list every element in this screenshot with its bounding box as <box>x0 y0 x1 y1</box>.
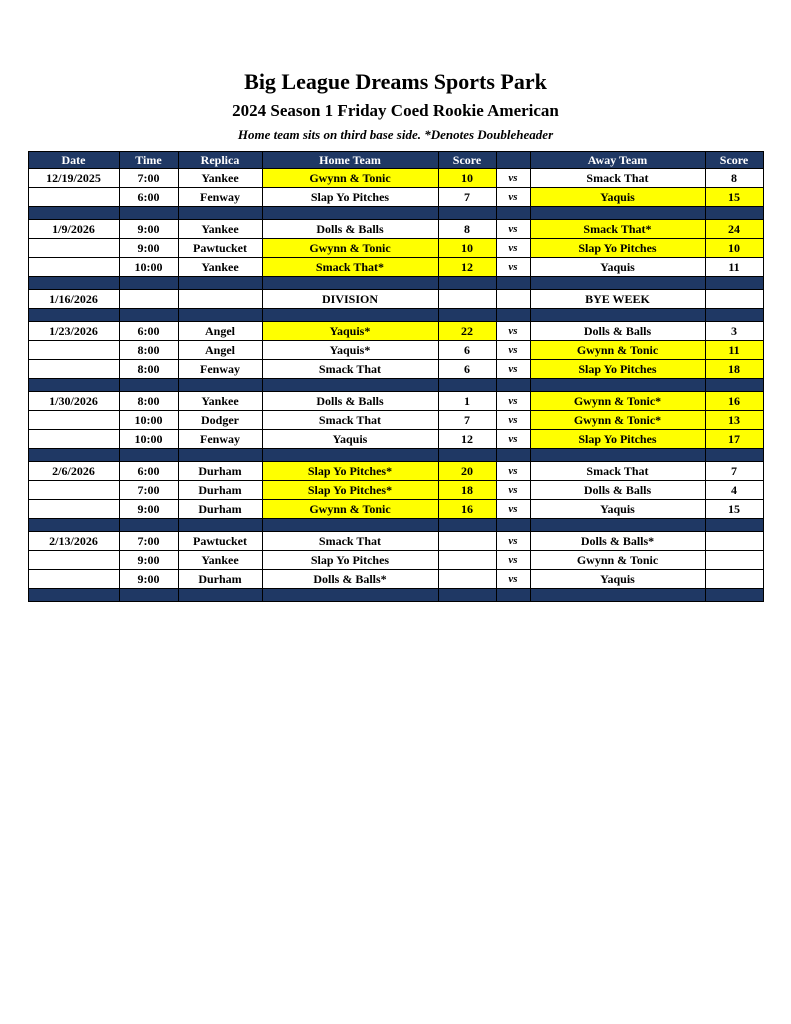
away-team-cell: Dolls & Balls <box>530 322 705 341</box>
home-team-cell: Yaquis* <box>262 341 438 360</box>
separator-cell <box>119 277 178 290</box>
separator-cell <box>119 207 178 220</box>
vs-cell: vs <box>496 188 530 207</box>
game-row <box>28 551 763 570</box>
separator-cell <box>438 207 496 220</box>
separator-cell <box>530 449 705 462</box>
separator-cell <box>178 519 262 532</box>
date-cell <box>28 551 119 570</box>
date-cell <box>28 239 119 258</box>
away-team-cell: Slap Yo Pitches <box>530 430 705 449</box>
separator-row <box>28 449 763 462</box>
home-team-cell: Dolls & Balls* <box>262 570 438 589</box>
game-row <box>28 430 763 449</box>
separator-cell <box>28 379 119 392</box>
replica-cell: Durham <box>178 462 262 481</box>
home-score-cell: 6 <box>438 341 496 360</box>
separator-cell <box>530 207 705 220</box>
vs-cell: vs <box>496 430 530 449</box>
separator-cell <box>705 589 763 602</box>
separator-row <box>28 589 763 602</box>
page-title: Big League Dreams Sports Park <box>244 69 547 94</box>
game-row <box>28 481 763 500</box>
home-team-cell: Smack That <box>262 360 438 379</box>
date-cell <box>28 360 119 379</box>
replica-cell: Fenway <box>178 188 262 207</box>
vs-cell: vs <box>496 500 530 519</box>
date-cell <box>28 570 119 589</box>
home-score-cell: 10 <box>438 239 496 258</box>
separator-cell <box>705 207 763 220</box>
separator-cell <box>438 589 496 602</box>
time-cell: 8:00 <box>119 341 178 360</box>
game-row <box>28 392 763 411</box>
separator-cell <box>178 207 262 220</box>
vs-cell: vs <box>496 392 530 411</box>
separator-cell <box>262 277 438 290</box>
separator-cell <box>178 379 262 392</box>
time-cell: 8:00 <box>119 360 178 379</box>
replica-cell: Fenway <box>178 360 262 379</box>
date-cell <box>28 341 119 360</box>
home-team-cell: Gwynn & Tonic <box>262 239 438 258</box>
home-score-cell: 12 <box>438 258 496 277</box>
separator-cell <box>705 449 763 462</box>
time-cell: 6:00 <box>119 462 178 481</box>
separator-cell <box>705 519 763 532</box>
separator-cell <box>438 277 496 290</box>
away-score-cell: 16 <box>705 392 763 411</box>
time-cell: 9:00 <box>119 220 178 239</box>
replica-cell: Angel <box>178 322 262 341</box>
col-header-vs <box>496 152 530 169</box>
home-score-cell: 20 <box>438 462 496 481</box>
col-header-time: Time <box>119 152 178 169</box>
away-score-cell <box>705 551 763 570</box>
time-cell: 10:00 <box>119 411 178 430</box>
home-score-cell: 7 <box>438 411 496 430</box>
col-header-score: Score <box>705 152 763 169</box>
vs-cell: vs <box>496 220 530 239</box>
date-cell <box>28 258 119 277</box>
away-team-cell: BYE WEEK <box>530 290 705 309</box>
vs-cell: vs <box>496 570 530 589</box>
vs-cell: vs <box>496 341 530 360</box>
time-cell: 9:00 <box>119 551 178 570</box>
vs-cell: vs <box>496 322 530 341</box>
vs-cell <box>496 290 530 309</box>
away-score-cell <box>705 290 763 309</box>
page-subtitle: 2024 Season 1 Friday Coed Rookie American <box>232 101 559 121</box>
date-cell <box>28 500 119 519</box>
col-header-score: Score <box>438 152 496 169</box>
vs-cell: vs <box>496 481 530 500</box>
replica-cell: Durham <box>178 481 262 500</box>
away-score-cell: 11 <box>705 258 763 277</box>
vs-cell: vs <box>496 169 530 188</box>
separator-cell <box>119 379 178 392</box>
replica-cell: Yankee <box>178 392 262 411</box>
col-header-date: Date <box>28 152 119 169</box>
away-score-cell: 11 <box>705 341 763 360</box>
separator-cell <box>119 519 178 532</box>
away-score-cell <box>705 532 763 551</box>
home-team-cell: Smack That* <box>262 258 438 277</box>
date-cell <box>28 481 119 500</box>
away-team-cell: Yaquis <box>530 258 705 277</box>
away-score-cell: 15 <box>705 500 763 519</box>
separator-cell <box>262 519 438 532</box>
date-cell: 1/16/2026 <box>28 290 119 309</box>
away-team-cell: Gwynn & Tonic <box>530 551 705 570</box>
separator-cell <box>496 309 530 322</box>
time-cell: 7:00 <box>119 169 178 188</box>
separator-cell <box>705 277 763 290</box>
separator-cell <box>705 379 763 392</box>
separator-cell <box>262 589 438 602</box>
home-team-cell: Slap Yo Pitches* <box>262 462 438 481</box>
vs-cell: vs <box>496 411 530 430</box>
separator-row <box>28 207 763 220</box>
game-row <box>28 239 763 258</box>
away-team-cell: Yaquis <box>530 188 705 207</box>
time-cell: 8:00 <box>119 392 178 411</box>
home-team-cell: Gwynn & Tonic <box>262 169 438 188</box>
away-team-cell: Smack That <box>530 169 705 188</box>
game-row <box>28 290 763 309</box>
away-score-cell: 18 <box>705 360 763 379</box>
separator-cell <box>119 309 178 322</box>
separator-row <box>28 309 763 322</box>
separator-cell <box>438 519 496 532</box>
time-cell: 6:00 <box>119 188 178 207</box>
home-score-cell: 18 <box>438 481 496 500</box>
separator-cell <box>530 589 705 602</box>
separator-cell <box>438 309 496 322</box>
home-team-cell: Slap Yo Pitches* <box>262 481 438 500</box>
separator-cell <box>28 277 119 290</box>
home-score-cell: 8 <box>438 220 496 239</box>
date-cell: 12/19/2025 <box>28 169 119 188</box>
game-row <box>28 188 763 207</box>
table-header-row <box>28 152 763 169</box>
separator-cell <box>262 309 438 322</box>
vs-cell: vs <box>496 258 530 277</box>
time-cell: 9:00 <box>119 570 178 589</box>
vs-cell: vs <box>496 360 530 379</box>
date-cell: 2/6/2026 <box>28 462 119 481</box>
home-team-cell: Yaquis <box>262 430 438 449</box>
separator-cell <box>496 207 530 220</box>
col-header-away-team: Away Team <box>530 152 705 169</box>
away-team-cell: Smack That <box>530 462 705 481</box>
away-team-cell: Dolls & Balls <box>530 481 705 500</box>
home-team-cell: Dolls & Balls <box>262 392 438 411</box>
separator-cell <box>496 589 530 602</box>
separator-cell <box>178 589 262 602</box>
home-team-cell: Smack That <box>262 411 438 430</box>
separator-cell <box>28 589 119 602</box>
game-row <box>28 570 763 589</box>
separator-cell <box>28 449 119 462</box>
date-cell <box>28 430 119 449</box>
home-team-cell: Slap Yo Pitches <box>262 551 438 570</box>
time-cell: 10:00 <box>119 430 178 449</box>
replica-cell: Dodger <box>178 411 262 430</box>
replica-cell: Pawtucket <box>178 239 262 258</box>
separator-cell <box>119 449 178 462</box>
away-score-cell: 10 <box>705 239 763 258</box>
time-cell: 10:00 <box>119 258 178 277</box>
date-cell <box>28 188 119 207</box>
col-header-replica: Replica <box>178 152 262 169</box>
home-team-cell: DIVISION <box>262 290 438 309</box>
home-score-cell: 1 <box>438 392 496 411</box>
replica-cell: Yankee <box>178 169 262 188</box>
game-row <box>28 258 763 277</box>
game-row <box>28 360 763 379</box>
date-cell: 1/9/2026 <box>28 220 119 239</box>
separator-cell <box>705 309 763 322</box>
separator-row <box>28 519 763 532</box>
schedule-table <box>28 151 764 602</box>
time-cell: 6:00 <box>119 322 178 341</box>
away-team-cell: Yaquis <box>530 500 705 519</box>
separator-cell <box>496 277 530 290</box>
home-score-cell: 12 <box>438 430 496 449</box>
separator-cell <box>530 519 705 532</box>
separator-cell <box>178 449 262 462</box>
home-score-cell: 22 <box>438 322 496 341</box>
separator-cell <box>496 519 530 532</box>
time-cell: 7:00 <box>119 532 178 551</box>
separator-cell <box>178 277 262 290</box>
replica-cell: Durham <box>178 500 262 519</box>
away-team-cell: Gwynn & Tonic* <box>530 392 705 411</box>
home-team-cell: Smack That <box>262 532 438 551</box>
time-cell: 7:00 <box>119 481 178 500</box>
separator-cell <box>262 207 438 220</box>
replica-cell: Fenway <box>178 430 262 449</box>
separator-cell <box>438 379 496 392</box>
away-team-cell: Gwynn & Tonic* <box>530 411 705 430</box>
separator-cell <box>496 379 530 392</box>
away-team-cell: Gwynn & Tonic <box>530 341 705 360</box>
separator-cell <box>530 379 705 392</box>
home-score-cell <box>438 551 496 570</box>
time-cell <box>119 290 178 309</box>
home-score-cell: 6 <box>438 360 496 379</box>
away-score-cell: 24 <box>705 220 763 239</box>
replica-cell: Yankee <box>178 551 262 570</box>
away-score-cell: 13 <box>705 411 763 430</box>
home-score-cell: 10 <box>438 169 496 188</box>
home-score-cell <box>438 532 496 551</box>
away-team-cell: Dolls & Balls* <box>530 532 705 551</box>
home-score-cell: 7 <box>438 188 496 207</box>
separator-cell <box>28 309 119 322</box>
home-score-cell <box>438 570 496 589</box>
away-score-cell <box>705 570 763 589</box>
separator-cell <box>262 379 438 392</box>
vs-cell: vs <box>496 532 530 551</box>
game-row <box>28 532 763 551</box>
game-row <box>28 169 763 188</box>
replica-cell: Durham <box>178 570 262 589</box>
away-score-cell: 4 <box>705 481 763 500</box>
separator-row <box>28 379 763 392</box>
col-header-home-team: Home Team <box>262 152 438 169</box>
vs-cell: vs <box>496 462 530 481</box>
away-team-cell: Slap Yo Pitches <box>530 239 705 258</box>
game-row <box>28 500 763 519</box>
game-row <box>28 411 763 430</box>
replica-cell: Pawtucket <box>178 532 262 551</box>
separator-cell <box>178 309 262 322</box>
home-score-cell <box>438 290 496 309</box>
home-team-cell: Gwynn & Tonic <box>262 500 438 519</box>
separator-cell <box>262 449 438 462</box>
game-row <box>28 462 763 481</box>
replica-cell: Angel <box>178 341 262 360</box>
replica-cell: Yankee <box>178 220 262 239</box>
home-team-cell: Dolls & Balls <box>262 220 438 239</box>
game-row <box>28 322 763 341</box>
game-row <box>28 220 763 239</box>
time-cell: 9:00 <box>119 239 178 258</box>
separator-row <box>28 277 763 290</box>
date-cell: 1/23/2026 <box>28 322 119 341</box>
away-score-cell: 7 <box>705 462 763 481</box>
home-score-cell: 16 <box>438 500 496 519</box>
date-cell: 1/30/2026 <box>28 392 119 411</box>
away-team-cell: Slap Yo Pitches <box>530 360 705 379</box>
time-cell: 9:00 <box>119 500 178 519</box>
home-team-note: Home team sits on third base side. *Denotes Doubleheader <box>237 126 554 142</box>
replica-cell <box>178 290 262 309</box>
away-score-cell: 8 <box>705 169 763 188</box>
replica-cell: Yankee <box>178 258 262 277</box>
away-score-cell: 3 <box>705 322 763 341</box>
away-team-cell: Yaquis <box>530 570 705 589</box>
home-team-cell: Slap Yo Pitches <box>262 188 438 207</box>
away-score-cell: 17 <box>705 430 763 449</box>
separator-cell <box>119 589 178 602</box>
separator-cell <box>28 519 119 532</box>
game-row <box>28 341 763 360</box>
date-cell <box>28 411 119 430</box>
vs-cell: vs <box>496 239 530 258</box>
home-team-cell: Yaquis* <box>262 322 438 341</box>
away-team-cell: Smack That* <box>530 220 705 239</box>
separator-cell <box>496 449 530 462</box>
schedule-body <box>28 169 763 602</box>
separator-cell <box>530 309 705 322</box>
separator-cell <box>530 277 705 290</box>
vs-cell: vs <box>496 551 530 570</box>
away-score-cell: 15 <box>705 188 763 207</box>
separator-cell <box>438 449 496 462</box>
separator-cell <box>28 207 119 220</box>
date-cell: 2/13/2026 <box>28 532 119 551</box>
